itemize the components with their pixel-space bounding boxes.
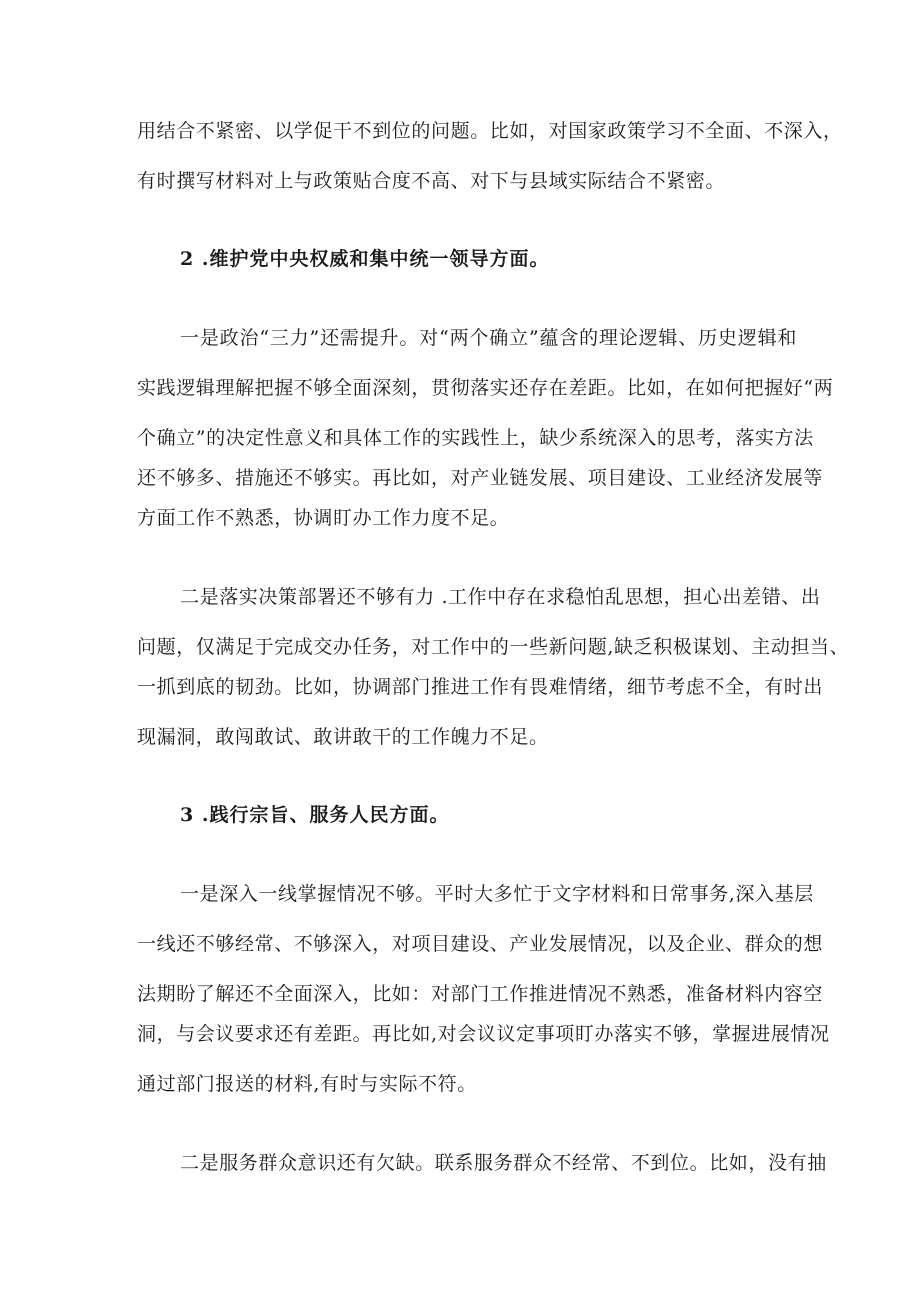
paragraph-line: 洞，与会议要求还有差距。再比如,对会议议定事项盯办落实不够，掌握进展情况 <box>137 1023 830 1045</box>
paragraph-line: 问题，仅满足于完成交办任务，对工作中的一些新问题,缺乏积极谋划、主动担当、 <box>137 636 850 658</box>
paragraph-line: 方面工作不熟悉，协调盯办工作力度不足。 <box>137 507 510 529</box>
paragraph-first-line: 一是深入一线掌握情况不够。平时大多忙于文字材料和日常事务,深入基层 <box>180 883 814 905</box>
paragraph-line: 通过部门报送的材料,有时与实际不符。 <box>137 1073 477 1095</box>
section-heading: 2 .维护党中央权威和集中统一领导方面。 <box>180 248 550 270</box>
paragraph-line: 现漏洞，敢闯敢试、敢讲敢干的工作魄力不足。 <box>137 726 549 748</box>
paragraph-first-line: 二是落实决策部署还不够有力 .工作中存在求稳怕乱思想，担心出差错、出 <box>180 586 821 608</box>
paragraph-line: 用结合不紧密、以学促干不到位的问题。比如，对国家政策学习不全面、不深入， <box>137 120 843 142</box>
paragraph-line: 个确立”的决定性意义和具体工作的实践性上，缺少系统深入的思考，落实方法 <box>137 427 814 449</box>
paragraph-line: 法期盼了解还不全面深入，比如：对部门工作推进情况不熟悉，准备材料内容空 <box>137 983 824 1005</box>
section-heading: 3 .践行宗旨、服务人民方面。 <box>180 804 450 826</box>
paragraph-line: 实践逻辑理解把握不够全面深刻，贯彻落实还存在差距。比如，在如何把握好“两 <box>137 377 834 399</box>
paragraph-line: 一线还不够经常、不够深入，对项目建设、产业发展情况，以及企业、群众的想 <box>137 933 824 955</box>
paragraph-line: 还不够多、措施还不够实。再比如，对产业链发展、项目建设、工业经济发展等 <box>137 467 824 489</box>
paragraph-line: 有时撰写材料对上与政策贴合度不高、对下与县域实际结合不紧密。 <box>137 170 726 192</box>
paragraph-first-line: 一是政治“三力”还需提升。对“两个确立”蕴含的理论逻辑、历史逻辑和 <box>180 327 797 349</box>
paragraph-line: 一抓到底的韧劲。比如，协调部门推进工作有畏难情绪，细节考虑不全，有时出 <box>137 676 824 698</box>
paragraph-first-line: 二是服务群众意识还有欠缺。联系服务群众不经常、不到位。比如，没有抽 <box>180 1152 827 1174</box>
